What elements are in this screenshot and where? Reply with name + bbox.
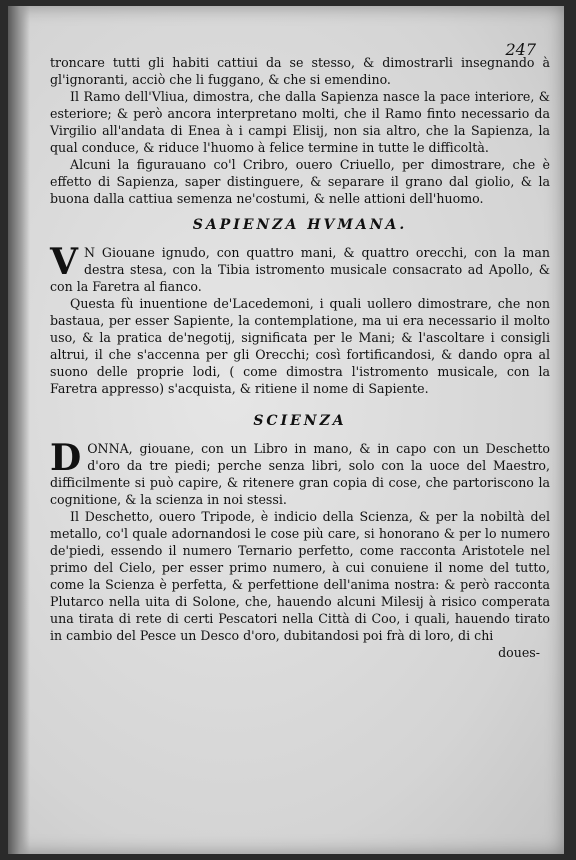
binding-gutter bbox=[8, 6, 30, 854]
paragraph: Questa fù inuentione de'Lacedemoni, i quali uollero dimostrare, che non bastaua, per esser Sapiente, la contemplatione, ma ui era necessario il molto uso, & la pratica de'negotij, significata per le Mani; & l'ascoltare i consigli altrui, il che s'accenna per gli Orecchi; così fortificandosi, & dando opra al suono delle proprie lodi, ( come dimostra l'istromento musicale, con la Faretra appresso) s'acquista, & ritiene il nome di Sapiente. bbox=[50, 296, 550, 396]
section-heading-scienza: SCIENZA bbox=[253, 413, 347, 429]
paragraph bbox=[50, 241, 550, 295]
paragraph-text: N Giouane ignudo, con quattro mani, & quattro orecchi, con la man destra stesa, con la Tibia istromento musicale consacrato ad Apollo, & con la Faretra al fianco. bbox=[50, 245, 550, 294]
paragraph: Il Deschetto, ouero Tripode, è indicio della Scienza, & per la nobiltà del metallo, co'l quale adornandosi le cose più care, si honorano & per lo numero de'piedi, essendo il numero Ternario perfetto, come racconta Aristotele nel primo del Cielo, per esser primo numero, à cui conuiene il nome del tutto, come la Scienza è perfetta, & perfettione dell'anima nostra: & però racconta Plutarco nella uita di Solone, che, hauendo alcuni Milesij à risico comperata una tirata di rete di certi Pescatori nella Città di Coo, i quali, hauendo tirato in cambio del Pesce un Desco d'oro, dubitandosi poi frà di loro, di chi bbox=[50, 509, 550, 643]
book-page bbox=[8, 6, 564, 854]
page-number: 247 bbox=[505, 40, 536, 59]
section-heading-sapienza-humana: SAPIENZA HVMANA. bbox=[192, 217, 408, 233]
paragraph bbox=[50, 437, 550, 508]
page-text bbox=[50, 54, 550, 661]
paragraph: Il Ramo dell'Vliua, dimostra, che dalla Sapienza nasce la pace interiore, & esteriore; & però ancora interpretano molti, che il Ramo finto necessario da Virgilio all'andata di Enea à i campi Elisij, non sia altro, che la Sapienza, la qual conduce, & riduce l'huomo à felice termine in tutte le difficoltà. bbox=[50, 89, 550, 155]
drop-cap: D bbox=[50, 437, 82, 479]
paragraph: troncare tutti gli habiti cattiui da se stesso, & dimostrarli insegnando à gl'ignoranti, acciò che li fuggano, & che si emendino. bbox=[50, 55, 550, 87]
paragraph-text: ONNA, giouane, con un Libro in mano, & in capo con un Deschetto d'oro da tre piedi; perche senza libri, solo con la uoce del Maestro, difficilmente si può capire, & ritenere gran copia di cose, che partoriscono la cognitione, & la scienza in noi stessi. bbox=[50, 441, 550, 507]
paragraph: Alcuni la figurauano co'l Cribro, ouero Criuello, per dimostrare, che è effetto di Sapienza, saper distinguere, & separare il grano dal giolio, & la buona dalla cattiua semenza ne'costumi, & nelle attioni dell'huomo. bbox=[50, 157, 550, 206]
drop-cap: V bbox=[50, 241, 78, 283]
catchword: doues- bbox=[498, 645, 540, 660]
